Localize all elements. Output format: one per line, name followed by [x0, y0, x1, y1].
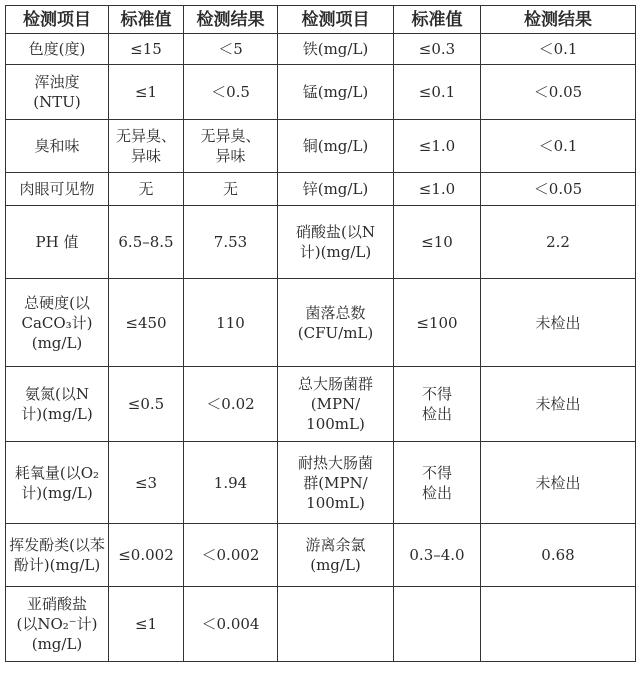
table-row [6, 173, 636, 206]
header-item-right: 检测项目 [278, 6, 394, 34]
standard-cell: ≤1.0 [394, 120, 481, 173]
result-cell: ＜0.002 [184, 524, 278, 587]
item-cell: 亚硝酸盐 (以NO₂⁻计) (mg/L) [6, 587, 109, 662]
item-cell: 锰(mg/L) [278, 65, 394, 120]
result-cell: 未检出 [481, 279, 636, 367]
result-cell: ＜0.02 [184, 367, 278, 442]
item-cell: 锌(mg/L) [278, 173, 394, 206]
item-cell: 臭和味 [6, 120, 109, 173]
standard-cell: 0.3–4.0 [394, 524, 481, 587]
item-cell: 耐热大肠菌 群(MPN/ 100mL) [278, 442, 394, 524]
item-cell: 总大肠菌群 (MPN/ 100mL) [278, 367, 394, 442]
result-cell: 2.2 [481, 206, 636, 279]
item-cell: 游离余氯 (mg/L) [278, 524, 394, 587]
result-cell: ＜0.05 [481, 65, 636, 120]
standard-cell: ≤3 [109, 442, 184, 524]
standard-cell: 不得 检出 [394, 367, 481, 442]
item-cell: 总硬度(以 CaCO₃计) (mg/L) [6, 279, 109, 367]
empty-cell [481, 587, 636, 662]
item-cell: 菌落总数 (CFU/mL) [278, 279, 394, 367]
result-cell: 1.94 [184, 442, 278, 524]
header-result-right: 检测结果 [481, 6, 636, 34]
header-result-left: 检测结果 [184, 6, 278, 34]
item-cell: 铁(mg/L) [278, 34, 394, 65]
standard-cell: 无异臭、 异味 [109, 120, 184, 173]
standard-cell: 无 [109, 173, 184, 206]
standard-cell: ≤0.002 [109, 524, 184, 587]
result-cell: 未检出 [481, 367, 636, 442]
water-quality-table [5, 5, 636, 662]
table-row [6, 65, 636, 120]
item-cell: 耗氧量(以O₂ 计)(mg/L) [6, 442, 109, 524]
header-standard-left: 标准值 [109, 6, 184, 34]
item-cell: 肉眼可见物 [6, 173, 109, 206]
item-cell: PH 值 [6, 206, 109, 279]
header-row [6, 6, 636, 34]
standard-cell: ≤450 [109, 279, 184, 367]
item-cell: 浑浊度 (NTU) [6, 65, 109, 120]
item-cell: 氨氮(以N 计)(mg/L) [6, 367, 109, 442]
table-row [6, 279, 636, 367]
standard-cell: ≤0.3 [394, 34, 481, 65]
table-row [6, 442, 636, 524]
result-cell: 无异臭、 异味 [184, 120, 278, 173]
item-cell: 色度(度) [6, 34, 109, 65]
standard-cell: 不得 检出 [394, 442, 481, 524]
header-item-left: 检测项目 [6, 6, 109, 34]
empty-cell [394, 587, 481, 662]
standard-cell: ≤0.5 [109, 367, 184, 442]
result-cell: ＜0.1 [481, 34, 636, 65]
result-cell: 110 [184, 279, 278, 367]
standard-cell: 6.5–8.5 [109, 206, 184, 279]
standard-cell: ≤10 [394, 206, 481, 279]
item-cell: 铜(mg/L) [278, 120, 394, 173]
table-row [6, 206, 636, 279]
standard-cell: ≤1.0 [394, 173, 481, 206]
table-row [6, 524, 636, 587]
standard-cell: ≤1 [109, 587, 184, 662]
empty-cell [278, 587, 394, 662]
standard-cell: ≤15 [109, 34, 184, 65]
table-row [6, 587, 636, 662]
result-cell: 未检出 [481, 442, 636, 524]
result-cell: 0.68 [481, 524, 636, 587]
table-row [6, 367, 636, 442]
result-cell: 7.53 [184, 206, 278, 279]
table-row [6, 120, 636, 173]
standard-cell: ≤1 [109, 65, 184, 120]
standard-cell: ≤100 [394, 279, 481, 367]
result-cell: ＜0.1 [481, 120, 636, 173]
item-cell: 硝酸盐(以N 计)(mg/L) [278, 206, 394, 279]
standard-cell: ≤0.1 [394, 65, 481, 120]
result-cell: ＜0.5 [184, 65, 278, 120]
item-cell: 挥发酚类(以苯 酚计)(mg/L) [6, 524, 109, 587]
header-standard-right: 标准值 [394, 6, 481, 34]
result-cell: ＜5 [184, 34, 278, 65]
table-row [6, 34, 636, 65]
result-cell: 无 [184, 173, 278, 206]
result-cell: ＜0.004 [184, 587, 278, 662]
result-cell: ＜0.05 [481, 173, 636, 206]
